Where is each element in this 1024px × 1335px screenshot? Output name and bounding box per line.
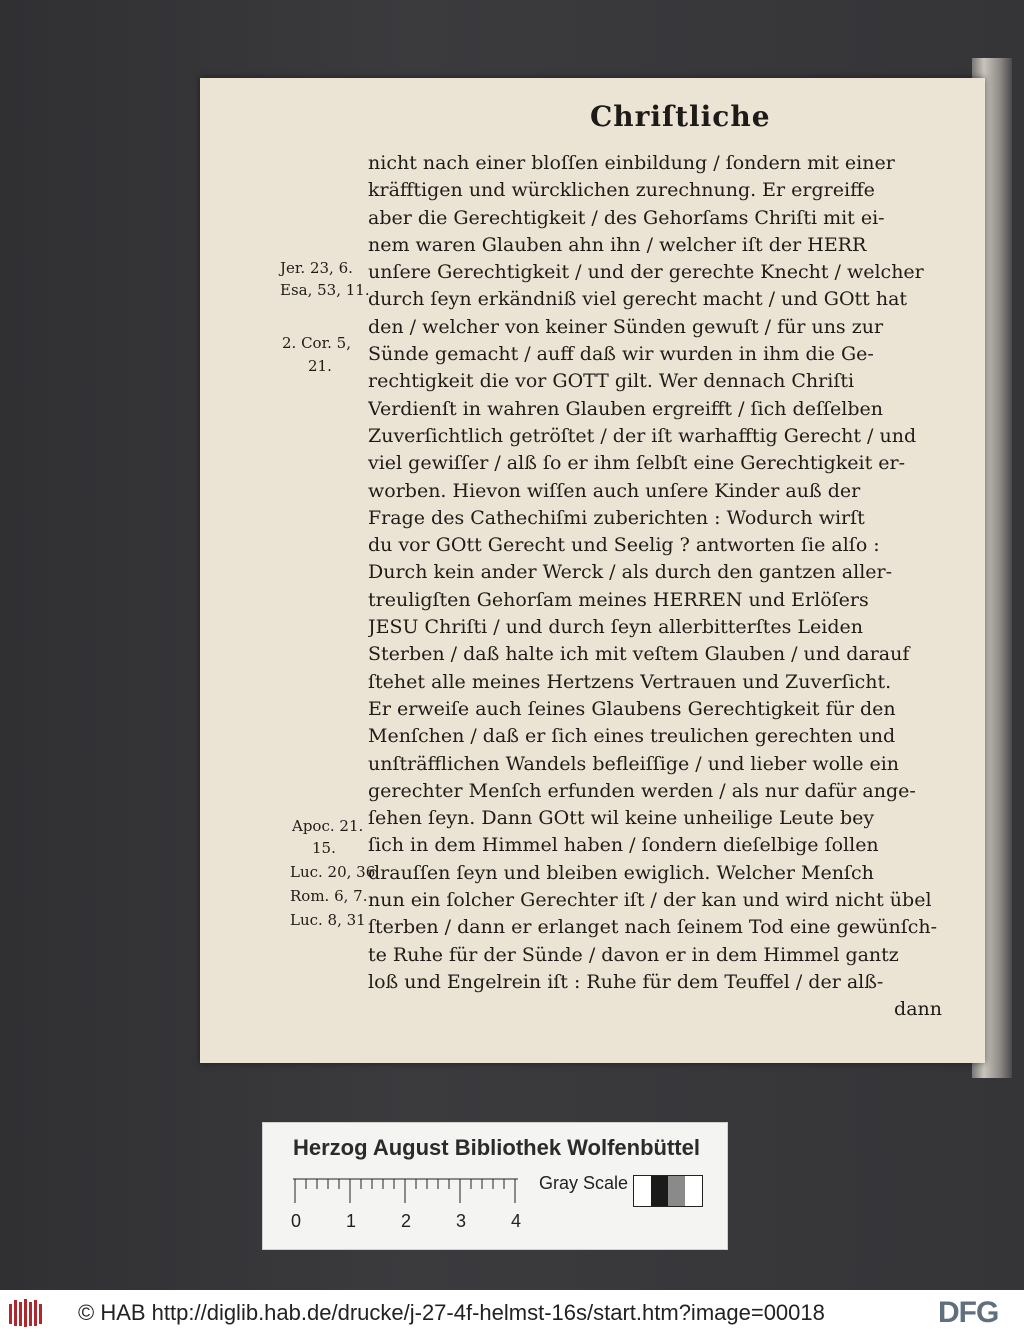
text-line: viel gewiſſer / alß ſo er ihm ſelbſt eine Gerechtigkeit er- xyxy=(368,452,905,475)
hab-logo-icon xyxy=(8,1298,46,1328)
text-line: worben. Hievon wiſſen auch unſere Kinder auß der xyxy=(368,479,861,502)
text-line: Sünde gemacht / auff daß wir wurden in ihm die Ge- xyxy=(368,343,874,366)
text-line: nun ein ſolcher Gerechter iſt / der kan und wird nicht übel xyxy=(368,889,932,912)
dfg-logo: DFG xyxy=(938,1296,999,1329)
ruler-number: 3 xyxy=(456,1211,467,1231)
text-line: du vor GOtt Gerecht und Seelig ? antworten ſie alſo : xyxy=(368,534,880,557)
text-line: unſere Gerechtigkeit / und der gerechte Knecht / welcher xyxy=(368,261,924,284)
margin-note-rom: Rom. 6, 7. xyxy=(290,887,368,905)
text-line: Zuverſichtlich getröſtet / der iſt warhafftig Gerecht / und xyxy=(368,424,917,447)
text-line: nicht nach einer bloſſen einbildung / ſondern mit einer xyxy=(368,152,895,174)
text-line: te Ruhe für der Sünde / davon er in dem Himmel gantz xyxy=(368,943,899,966)
text-line: ſtehet alle meines Hertzens Vertrauen und Zuverſicht. xyxy=(368,670,892,693)
text-line: dann xyxy=(894,998,942,1021)
ruler-number: 0 xyxy=(291,1211,302,1231)
text-line: Frage des Cathechiſmi zuberichten : Wodurch wirſt xyxy=(368,506,865,529)
text-line: loß und Engelrein iſt : Ruhe für dem Teuffel / der alß- xyxy=(368,970,884,993)
text-line: treuligſten Gehorſam meines HERREN und Erlöſers xyxy=(368,588,869,611)
text-line: den / welcher von keiner Sünden gewuſt / für uns zur xyxy=(368,315,884,338)
ruler-numbers xyxy=(291,1211,531,1235)
text-line: JESU Chriſti / und durch ſeyn allerbitterſtes Leiden xyxy=(368,616,864,639)
text-line: Durch kein ander Werck / als durch den gantzen aller- xyxy=(368,561,893,584)
text-line: Er erweiſe auch ſeines Glaubens Gerechtigkeit für den xyxy=(368,697,896,720)
text-line: gerechter Menſch erfunden werden / als nur dafür ange- xyxy=(368,779,916,802)
text-line: Verdienſt in wahren Glauben ergreifft / ſich deſſelben xyxy=(368,397,883,420)
library-title: Herzog August Bibliothek Wolfenbüttel xyxy=(293,1135,700,1160)
ruler-icon xyxy=(293,1177,518,1207)
text-line: durch ſeyn erkändniß viel gerecht macht / und GOtt hat xyxy=(368,288,908,311)
text-line: ſehen ſeyn. Dann GOtt wil keine unheilige Leute bey xyxy=(368,807,875,830)
text-line: Menſchen / daß er ſich eines treulichen gerechten und xyxy=(368,725,896,748)
text-line: Sterben / daß halte ich mit veſtem Glauben / und darauf xyxy=(368,643,910,666)
text-line: ſich in dem Himmel haben / ſondern dieſelbige ſollen xyxy=(368,834,879,857)
text-line: kräfftigen und würcklichen zurechnung. Er ergreiffe xyxy=(368,179,875,202)
ruler-number: 1 xyxy=(346,1211,357,1231)
margin-note-esa: Esa, 53, 11. xyxy=(280,281,370,299)
ruler-number: 4 xyxy=(511,1211,522,1231)
running-head: Chriſtliche xyxy=(590,100,771,133)
gray-scale-swatch xyxy=(633,1175,703,1207)
margin-note-cor: 2. Cor. 5, xyxy=(282,334,351,352)
margin-note-apoc: Apoc. 21. xyxy=(292,817,364,835)
gray-scale-label: Gray Scale xyxy=(539,1173,629,1193)
ruler-number: 2 xyxy=(401,1211,412,1231)
margin-note-jer: Jer. 23, 6. xyxy=(280,259,353,277)
margin-note-cor-verse: 21. xyxy=(308,357,332,375)
margin-note-apoc-verse: 15. xyxy=(312,839,336,857)
text-line: nem waren Glauben ahn ihn / welcher iſt der HERR xyxy=(368,233,867,256)
text-line: rechtigkeit die vor GOTT gilt. Wer dennach Chriſti xyxy=(368,370,855,393)
text-line: ſterben / dann er erlanget nach ſeinem Tod eine gewünſch- xyxy=(368,916,938,939)
copyright-link[interactable]: © HAB http://diglib.hab.de/drucke/j-27-4f-helmst-16s/start.htm?image=00018 xyxy=(78,1300,825,1325)
text-line: drauſſen ſeyn und bleiben ewiglich. Welcher Menſch xyxy=(368,861,874,884)
margin-note-luc-8: Luc. 8, 31 xyxy=(290,911,366,929)
text-line: aber die Gerechtigkeit / des Gehorſams Chriſti mit ei- xyxy=(368,206,885,229)
margin-note-luc-20: Luc. 20, 36 xyxy=(290,863,376,881)
page-body-text xyxy=(368,150,942,1024)
text-line: unſträfflichen Wandels befleiſſige / und lieber wolle ein xyxy=(368,752,900,775)
reference-card xyxy=(262,1122,728,1250)
